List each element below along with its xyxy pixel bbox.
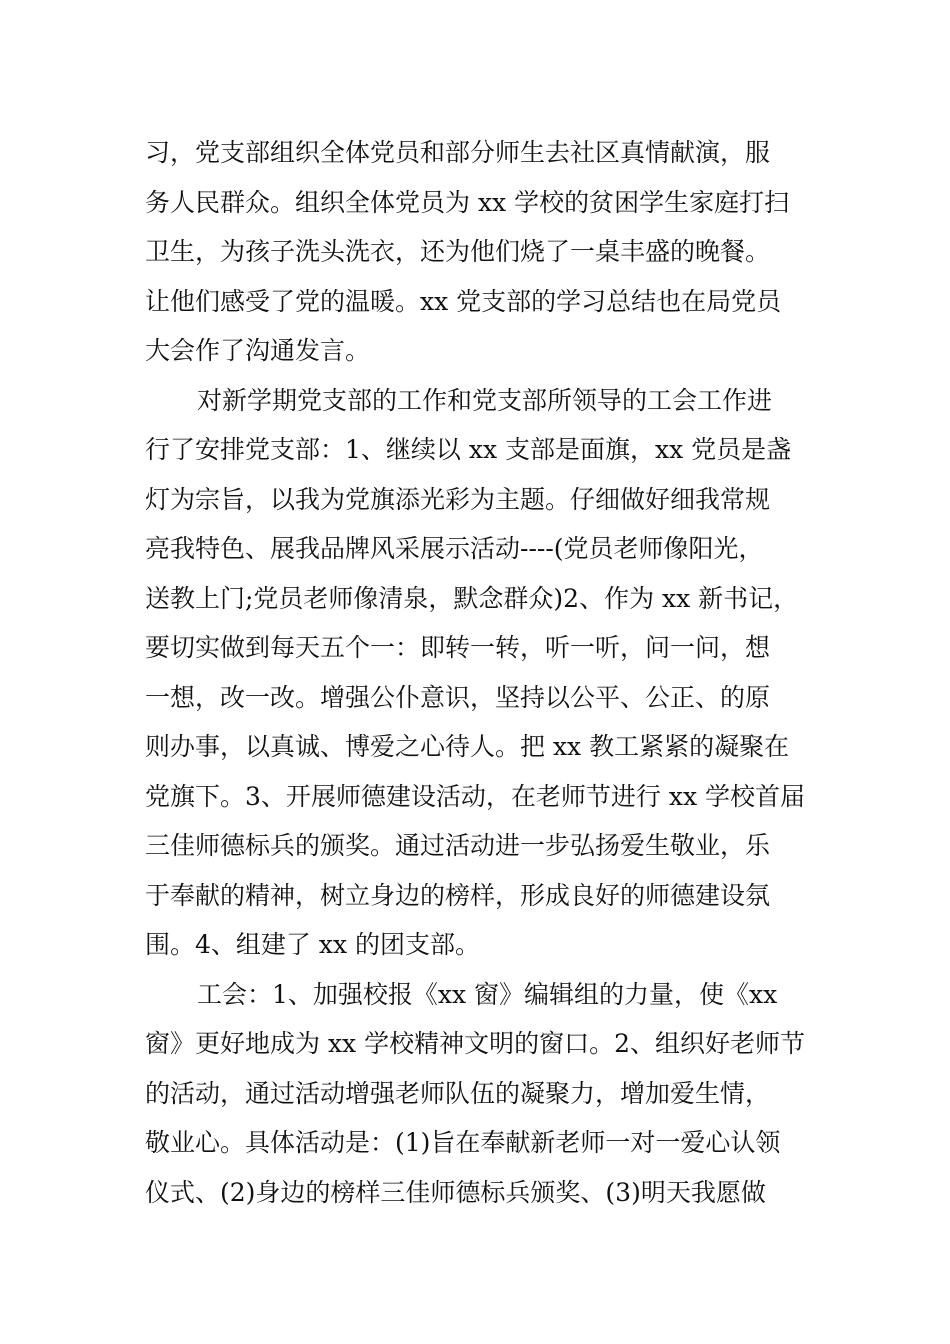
text-line: 要切实做到每天五个一：即转一转，听一听，问一问，想 — [145, 633, 771, 662]
text-line: 党旗下。3、开展师德建设活动，在老师节进行 xx 学校首届 — [145, 781, 805, 811]
text-line: 仪式、(2)身边的榜样三佳师德标兵颁奖、(3)明天我愿做 — [145, 1177, 766, 1207]
paragraph-first-line: 工会：1、加强校报《xx 窗》编辑组的力量，使《xx — [197, 979, 778, 1009]
document-body — [145, 128, 810, 1217]
text-line: 则办事，以真诚、博爱之心待人。把 xx 教工紧紧的凝聚在 — [145, 732, 790, 761]
text-line: 卫生，为孩子洗头洗衣，还为他们烧了一桌丰盛的晚餐。 — [145, 237, 771, 266]
text-line: 务人民群众。组织全体党员为 xx 学校的贫困学生家庭打扫 — [145, 187, 790, 217]
text-line: 三佳师德标兵的颁奖。通过活动进一步弘扬爱生敬业，乐 — [145, 831, 771, 860]
text-line: 于奉献的精神，树立身边的榜样，形成良好的师德建设氛 — [145, 880, 771, 910]
text-line: 行了安排党支部：1、继续以 xx 支部是面旗，xx 党员是盏 — [145, 435, 792, 464]
text-line: 送教上门;党员老师像清泉，默念群众)2、作为 xx 新书记， — [145, 583, 799, 613]
text-line: 大会作了沟通发言。 — [145, 336, 371, 365]
text-line: 围。4、组建了 xx 的团支部。 — [145, 930, 480, 959]
text-line: 的活动，通过活动增强老师队伍的凝聚力，增加爱生情， — [145, 1078, 771, 1108]
text-line: 一想，改一改。增强公仆意识，坚持以公平、公正、的原 — [145, 682, 771, 712]
text-line: 让他们感受了党的温暖。xx 党支部的学习总结也在局党员 — [145, 286, 782, 316]
text-line: 亮我特色、展我品牌风采展示活动----(党员老师像阳光， — [145, 534, 764, 563]
text-line: 窗》更好地成为 xx 学校精神文明的窗口。2、组织好老师节 — [145, 1029, 805, 1058]
text-line: 习，党支部组织全体党员和部分师生去社区真情献演，服 — [145, 138, 771, 167]
text-line: 灯为宗旨，以我为党旗添光彩为主题。仔细做好细我常规 — [145, 484, 771, 514]
text-line: 敬业心。具体活动是：(1)旨在奉献新老师一对一爱心认领 — [145, 1128, 781, 1157]
paragraph-first-line: 对新学期党支部的工作和党支部所领导的工会工作进 — [197, 385, 773, 415]
